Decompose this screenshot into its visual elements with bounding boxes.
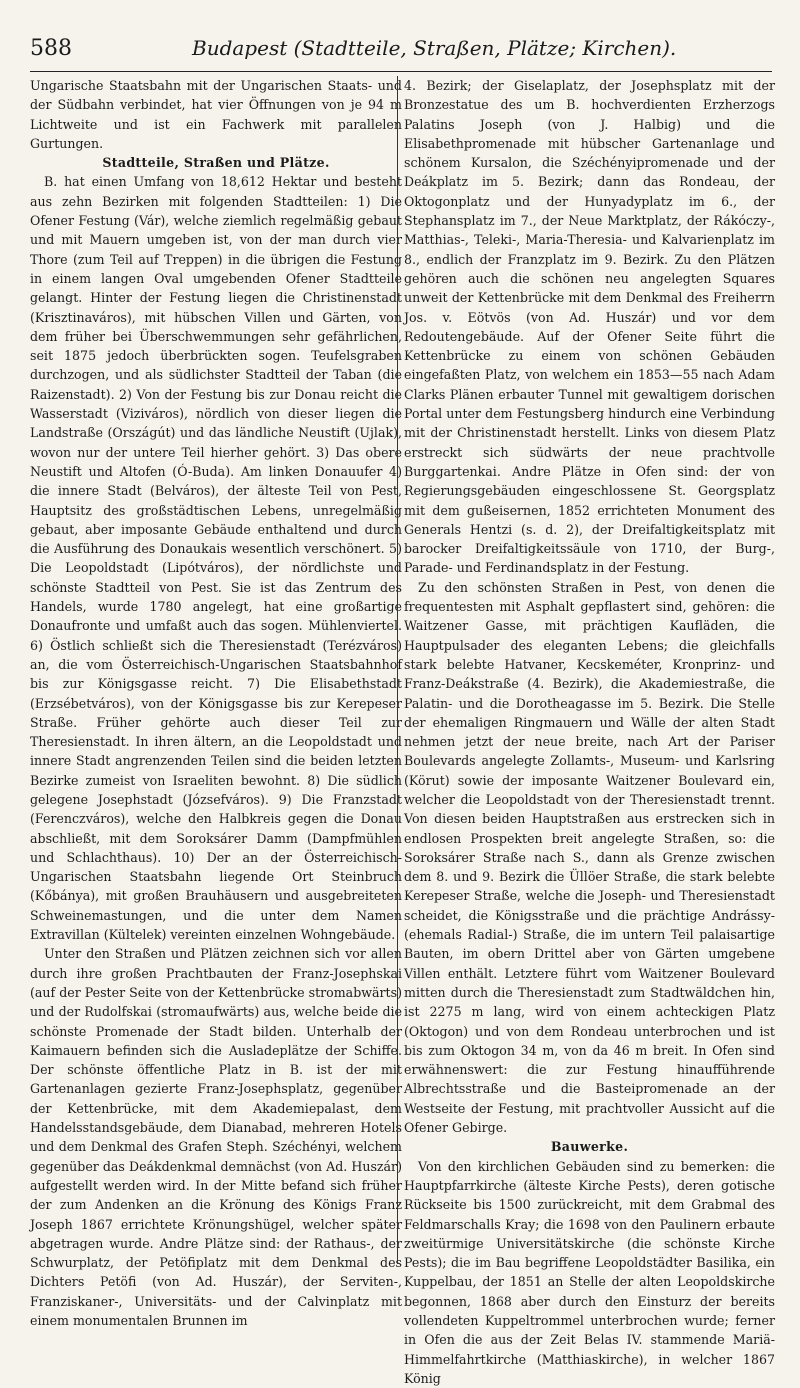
paragraph-schoensten-strassen: Zu den schönsten Straßen in Pest, von denen die frequentesten mit Asphalt gepflastert sind, gehören: die Waitzener Gasse, mit prächtigen Kaufläden, die Hauptpulsader des eleganten Lebens; die gleichfalls stark belebte Hatvaner, Kecskeméter, Kronprinz- und Franz-Deákstraße (4. Bezirk), die Akademiestraße, die Palatin- und die Dorotheagasse im 5. Bezirk. Die Stelle der ehemaligen Ringmauern und Wälle der alten Stadt nehmen jetzt der neue breite, nach Art der Pariser Boulevards angelegte Zollamts-, Museum- und Karlsring (Körut) sowie der imposante Waitzener Boulevard ein, welcher die Leopoldstadt von der Theresienstadt trennt. Von diesen beiden Hauptstraßen aus erstrecken sich in endlosen Prospekten breit angelegte Straßen, so: die Soroksárer Straße nach S., dann als Grenze zwischen dem 8. und 9. Bezirk die Üllöer Straße, die stark belebte Kerepeser Straße, welche die Joseph- und Theresienstadt scheidet, die Königsstraße und die prächtige Andrássy- (ehemals Radial-) Straße, die im untern Teil palaisartige Bauten, im obern Drittel aber von Gärten umgebene Villen enthält. Letztere führt vom Waitzener Boulevard mitten durch die Theresienstadt zum Stadtwäldchen hin, ist 2275 m lang, wird von einem achteckigen Platz (Oktogon) und von dem Rondeau unterbrochen und ist bis zum Oktogon 34 m, von da 46 m breit. In Ofen sind erwähnenswert: die zur Festung hinaufführende Albrechtsstraße und die Basteipromenade an der Westseite der Festung, mit prachtvoller Aussicht auf die Ofener Gebirge. (404, 579, 775, 1136)
paragraph-bezirke: B. hat einen Umfang von 18,612 Hektar und besteht aus zehn Bezirken mit folgenden Stadtteilen: 1) Die Ofener Festung (Vár), welche ziemlich regelmäßig gebaut und mit Mauern umgeben ist, von der man durch vier Thore (zum Teil auf Treppen) in die übrigen die Festung in einem langen Oval umgebenden Ofener Stadtteile gelangt. Hinter der Festung liegen die Christinenstadt (Krisztinaváros), mit hübschen Villen und Gärten, von dem früher bei Überschwemmungen sehr gefährlichen, seit 1875 jedoch überbrückten sogen. Teufelsgraben durchzogen, und als südlichster Stadtteil der Taban (die Raizenstadt). 2) Von der Festung bis zur Donau reicht die Wasserstadt (Viziváros), nördlich von dieser liegen die Landstraße (Országút) und das ländliche Neustift (Ujlak), wovon nur der untere Teil hierher gehört. 3) Das obere Neustift und Altofen (Ó-Buda). Am linken Donauufer 4) die innere Stadt (Belváros), der älteste Teil von Pest, Hauptsitz des großstädtischen Lebens, unregelmäßig gebaut, aber imposante Gebäude enthaltend und durch die Ausführung des Donaukais wesentlich verschönert. 5) Die Leopoldstadt (Lipótváros), der nördlichste und schönste Stadtteil von Pest. Sie ist das Zentrum des Handels, wurde 1780 angelegt, hat eine großartige Donaufronte und umfaßt auch das sogen. Mühlenviertel. 6) Östlich schließt sich die Theresienstadt (Terézváros) an, die vom Österreichisch-Ungarischen Staatsbahnhof bis zur Königsgasse reicht. 7) Die Elisabethstadt (Erzsébetváros), von der Königsgasse bis zur Kerepeser Straße. Früher gehörte auch dieser Teil zur Theresienstadt. In ihren ältern, an die Leopoldstadt und innere Stadt angrenzenden Teilen sind die beiden letzten Bezirke zumeist von Israeliten bewohnt. 8) Die südlich gelegene Josephstadt (Józsefváros). 9) Die Franzstadt (Ferenczváros), welche den Halbkreis gegen die Donau abschließt, mit dem Soroksárer Damm (Dampfmühlen und Schlachthaus). 10) Der an der Österreichisch-Ungarischen Staatsbahn liegende Ort Steinbruch (Kőbánya), mit großen Brauhäusern und ausgebreiteten Schweinemastungen, und die unter dem Namen Extravillan (Kültelek) vereinten einzelnen Wohngebäude. (30, 174, 402, 943)
running-title: Budapest (Stadtteile, Straßen, Plätze; Kirchen). (192, 36, 677, 60)
paragraph-strassen: Unter den Straßen und Plätzen zeichnen sich vor allen durch ihre großen Prachtbauten der Franz-Josephskai (auf der Pester Seite von der Kettenbrücke stromabwärts) und der Rudolfskai (stromaufwärts) aus, welche beide die schönste Promenade der Stadt bilden. Unterhalb der Kaimauern befinden sich die Ausladeplätze der Schiffe. Der schönste öffentliche Platz in B. ist der mit Gartenanlagen gezierte Franz-Josephsplatz, gegenüber der Kettenbrücke, mit dem Akademiepalast, dem Handelsstandsgebäude, dem Dianabad, mehreren Hotels und dem Denkmal des Grafen Steph. Széchényi, welchem gegenüber das Deákdenkmal demnächst (von Ad. Huszár) aufgestellt werden wird. In der Mitte befand sich früher der zum Andenken an die Krönung des Königs Franz Joseph 1867 errichtete Krönungshügel, welcher später abgetragen wurde. Andre Plätze sind: der Rathaus-, der Schwurplatz, der Petöfiplatz mit dem Denkmal des Dichters Petöfi (von Ad. Huszár), der Serviten-, Franziskaner-, Universitäts- und der Calvinplatz mit einem monumentalen Brunnen im (30, 946, 402, 1328)
column-divider (397, 76, 398, 1264)
section-heading-bauwerke: Bauwerke. (550, 1139, 629, 1155)
left-column (30, 76, 402, 1328)
section-heading-stadtteile: Stadtteile, Straßen und Plätze. (102, 155, 330, 171)
paragraph-kirchen: Von den kirchlichen Gebäuden sind zu bemerken: die Hauptpfarrkirche (älteste Kirche Pests), deren gotische Rückseite bis 1500 zurückreicht, mit dem Grabmal des Feldmarschalls Kray; die 1698 von den Paulinern erbaute zweitürmige Universitätskirche (die schönste Kirche Pests); die im Bau begriffene Leopoldstädter Basilika, ein Kuppelbau, der 1851 an Stelle der alten Leopoldskirche begonnen, 1868 aber durch den Einsturz der bereits vollendeten Kuppeltrommel unterbrochen wurde; ferner in Ofen die aus der Zeit Belas IV. stammende Mariä-Himmelfahrtkirche (Matthiaskirche), in welcher 1867 König (404, 1158, 775, 1386)
paragraph-intro: Ungarische Staatsbahn mit der Ungarischen Staats- und der Südbahn verbindet, hat vier Öffnungen von je 94 m Lichtweite und ist ein Fachwerk mit parallelen Gurtungen. (30, 78, 402, 151)
page-number: 588 (30, 36, 72, 61)
paragraph-continued: 4. Bezirk; der Giselaplatz, der Josephsplatz mit der Bronzestatue des um B. hochverdienten Erzherzogs Palatins Joseph (von J. Halbig) und die Elisabethpromenade mit hübscher Gartenanlage und schönem Kursalon, die Széchényipromenade und der Deákplatz im 5. Bezirk; dann das Rondeau, der Oktogonplatz und der Hunyadyplatz im 6., der Stephansplatz im 7., der Neue Marktplatz, der Rákóczy-, Matthias-, Teleki-, Maria-Theresia- und Kalvarienplatz im 8., endlich der Franzplatz im 9. Bezirk. Zu den Plätzen gehören auch die schönen neu angelegten Squares unweit der Kettenbrücke mit dem Denkmal des Freiherrn Jos. v. Eötvös (von Ad. Huszár) und vor dem Redoutengebäude. Auf der Ofener Seite führt die Kettenbrücke zu einem von schönen Gebäuden eingefaßten Platz, von welchem ein 1853—55 nach Adam Clarks Plänen erbauter Tunnel mit gewaltigem dorischen Portal unter dem Festungsberg hindurch eine Verbindung mit der Christinenstadt herstellt. Links von diesem Platz erstreckt sich südwärts der neue prachtvolle Burggartenkai. Andre Plätze in Ofen sind: der von Regierungsgebäuden eingeschlossene St. Georgsplatz mit dem gußeisernen, 1852 errichteten Monument des Generals Hentzi (s. d. 2), der Dreifaltigkeitsplatz mit barocker Dreifaltigkeitssäule von 1710, der Burg-, Parade- und Ferdinandsplatz in der Festung. (404, 78, 775, 576)
header-rule (30, 71, 772, 72)
page-header (30, 36, 772, 70)
right-column (404, 76, 775, 1386)
